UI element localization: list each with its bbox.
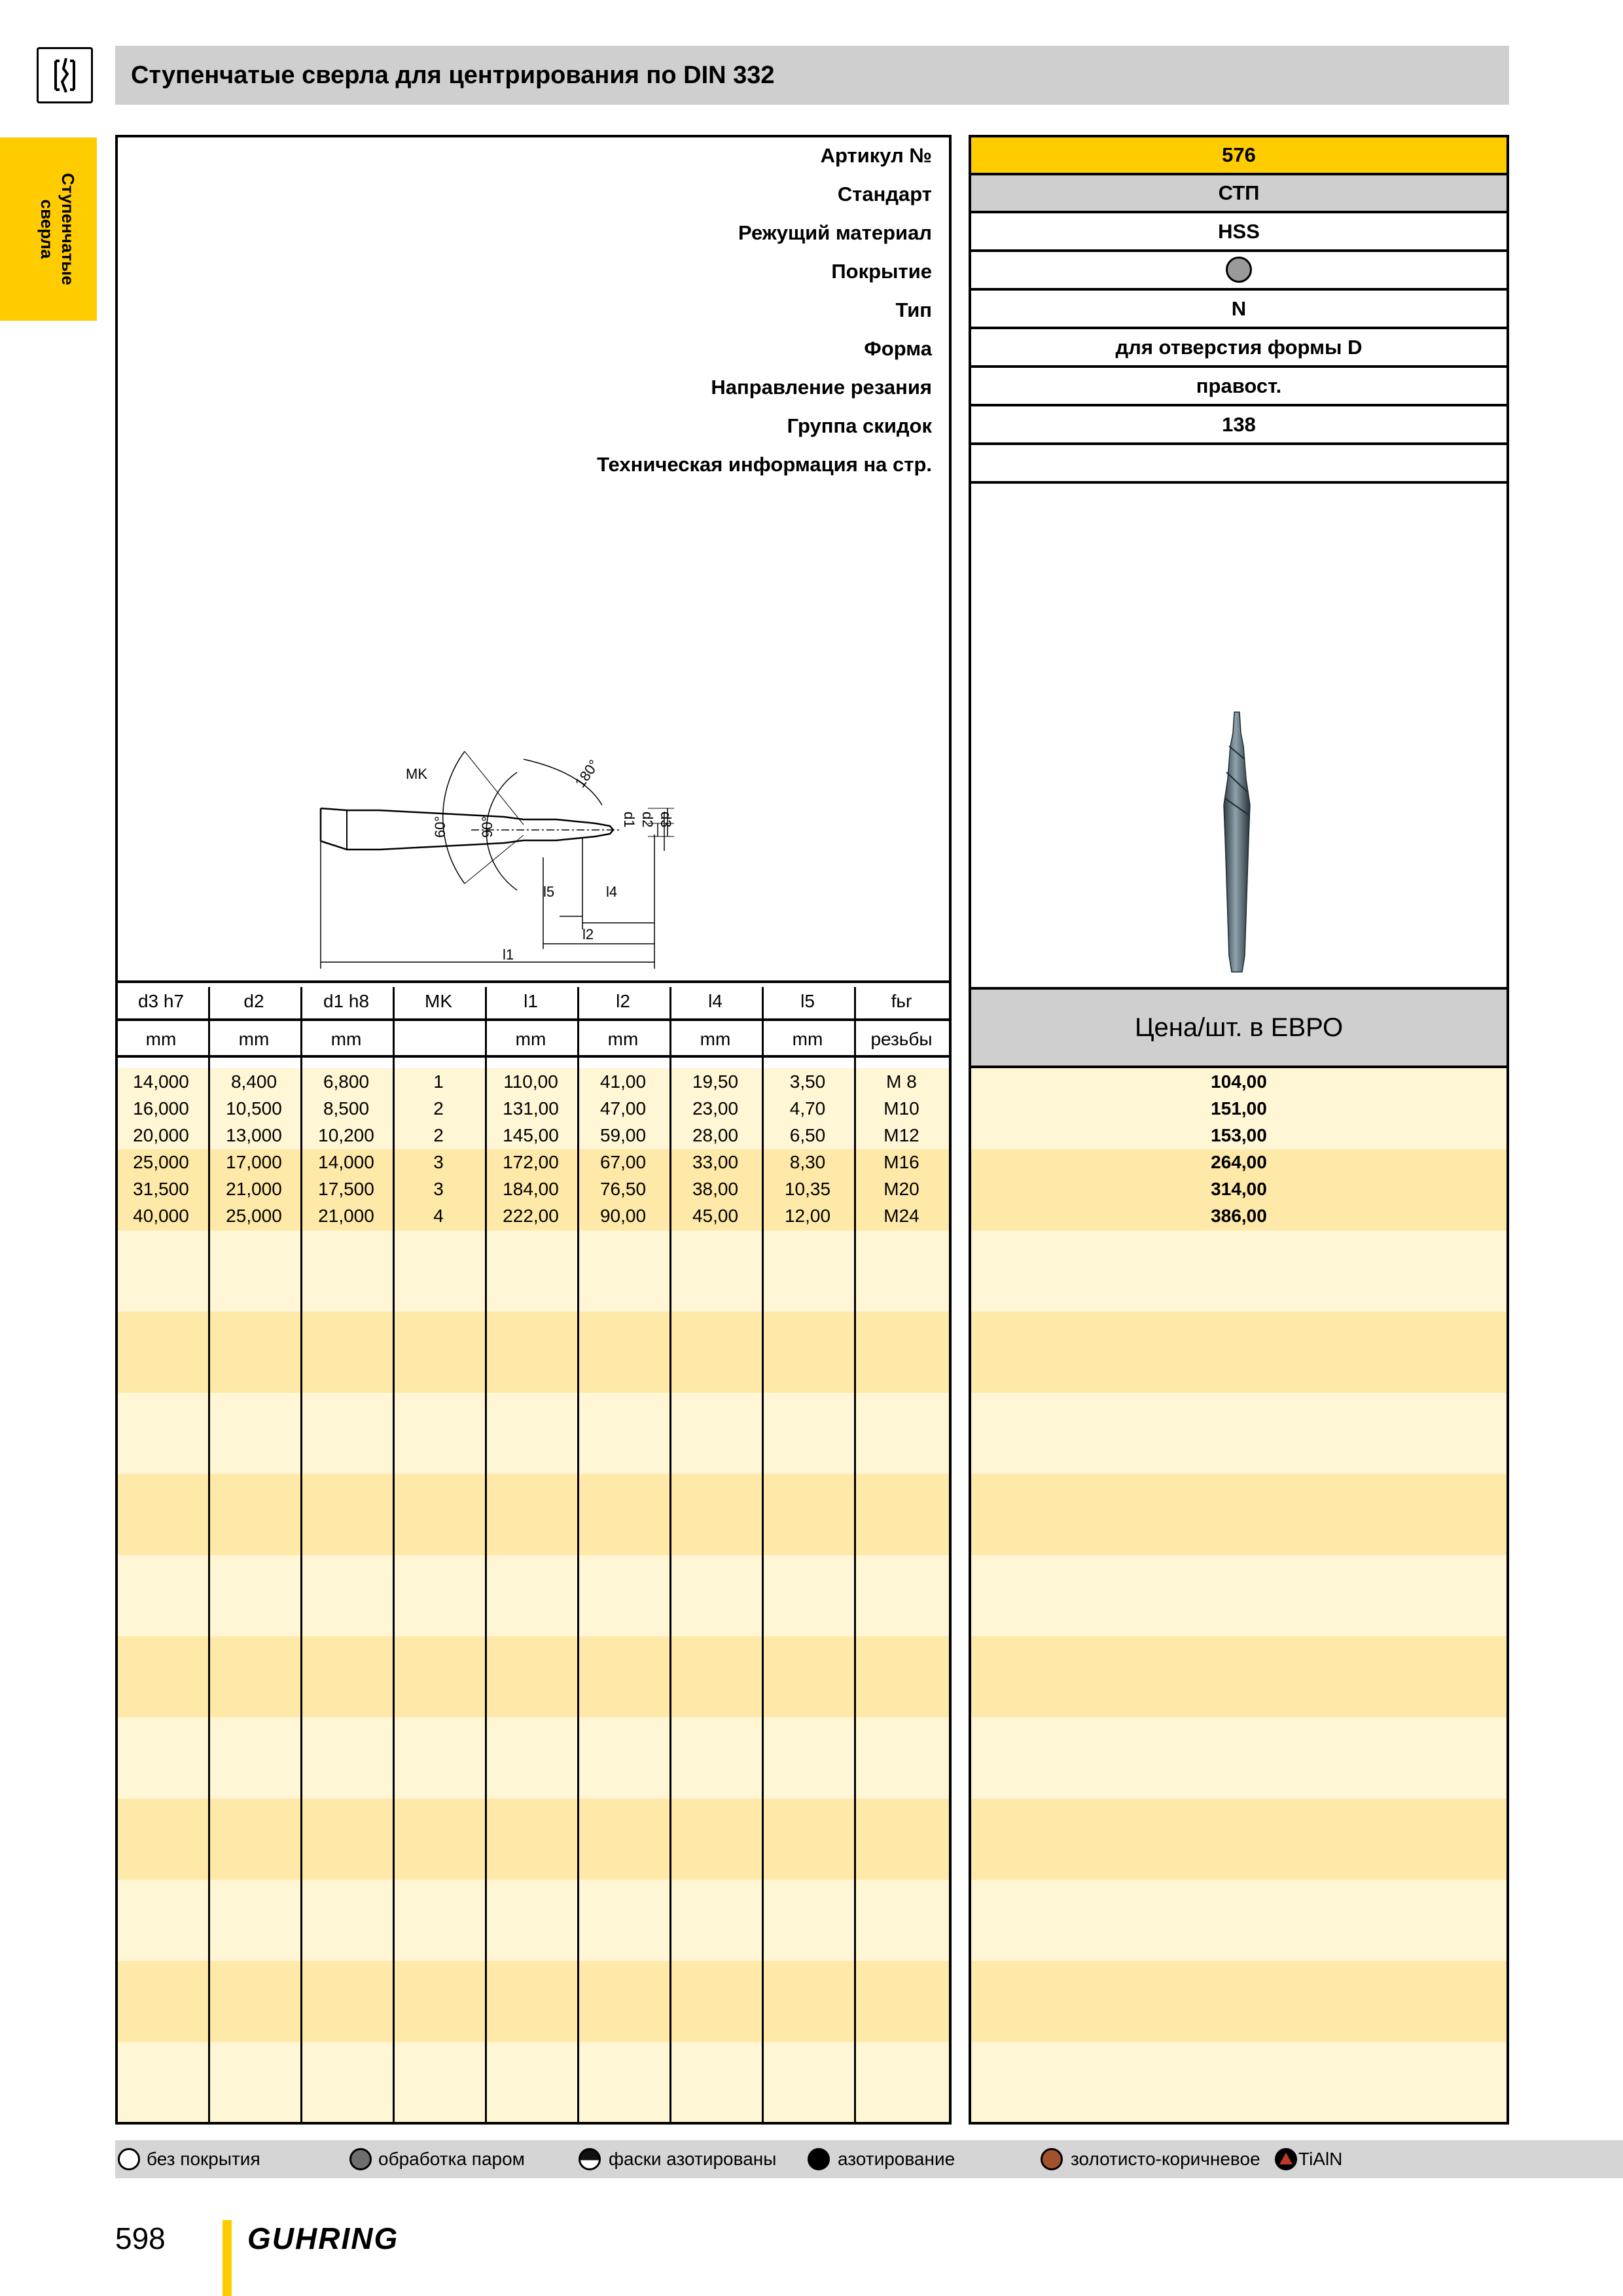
cell-d1: 8,500 — [323, 1098, 370, 1119]
section-tab-label: Ступенчатые сверла — [37, 173, 78, 285]
nitriding-icon — [808, 2148, 830, 2170]
attr-label-material: Режущий материал — [738, 221, 932, 244]
cell-mk: 4 — [433, 1206, 444, 1226]
cell-thread: M12 — [883, 1125, 919, 1145]
col-header: d1 h8 — [323, 991, 370, 1011]
price-cell[interactable]: 153,00 — [1211, 1125, 1267, 1145]
gold-brown-icon — [1041, 2148, 1063, 2170]
price-cell[interactable]: 314,00 — [1211, 1179, 1267, 1199]
col-header: MK — [425, 991, 452, 1011]
cell-mk: 2 — [433, 1125, 444, 1145]
direction-value: правост. — [969, 368, 1509, 406]
table-row[interactable] — [115, 1175, 952, 1202]
tialn-triangle-icon — [1277, 2150, 1295, 2168]
legend-label: обработка паром — [378, 2149, 525, 2169]
cell-l4: 45,00 — [692, 1206, 739, 1226]
attr-label-techinfo: Техническая информация на стр. — [597, 453, 932, 476]
header-divider — [115, 1055, 952, 1058]
drawing-label-l5: l5 — [543, 884, 555, 900]
cell-d3: 31,500 — [133, 1179, 189, 1199]
cell-l5: 4,70 — [789, 1098, 826, 1119]
drawing-label-180: 180° — [571, 757, 603, 791]
form-value: для отверстия формы D — [969, 329, 1509, 368]
cell-l4: 23,00 — [692, 1098, 739, 1119]
cell-l1: 145,00 — [503, 1125, 559, 1145]
cell-l2: 47,00 — [599, 1098, 647, 1119]
attr-label-standard: Стандарт — [837, 183, 932, 206]
legend-label: TiAlN — [1298, 2149, 1343, 2169]
table-header-row — [115, 980, 952, 1018]
cell-d3: 40,000 — [133, 1206, 189, 1226]
technical-drawing — [308, 726, 674, 975]
cell-mk: 1 — [433, 1071, 444, 1092]
article-number[interactable]: 576 — [969, 135, 1509, 175]
drawing-label-l4: l4 — [606, 884, 618, 900]
cell-d1: 10,200 — [318, 1125, 374, 1145]
cell-thread: M24 — [883, 1206, 919, 1226]
price-cell[interactable]: 104,00 — [1211, 1071, 1267, 1092]
col-header: fьr — [891, 991, 912, 1011]
cell-l2: 90,00 — [599, 1206, 647, 1226]
coating-value — [969, 252, 1509, 291]
cell-mk: 2 — [433, 1098, 444, 1119]
cell-l2: 67,00 — [599, 1152, 647, 1172]
cell-thread: M 8 — [886, 1071, 917, 1092]
cell-l4: 38,00 — [692, 1179, 739, 1199]
table-row[interactable] — [115, 1122, 952, 1149]
attr-label-article: Артикул № — [820, 144, 932, 167]
drawing-label-90: 90° — [479, 816, 495, 838]
unit-cell: mm — [700, 1029, 731, 1049]
unit-cell — [393, 1021, 484, 1056]
cell-l5: 12,00 — [784, 1206, 831, 1226]
cell-d2: 13,000 — [226, 1125, 282, 1145]
drawing-label-d3: d3 — [658, 812, 674, 828]
standard-value: СТП — [969, 175, 1509, 213]
cell-l2: 59,00 — [599, 1125, 647, 1145]
cell-thread: M20 — [883, 1179, 919, 1199]
cell-d3: 14,000 — [133, 1071, 189, 1092]
cell-thread: M16 — [883, 1152, 919, 1172]
drawing-label-l2: l2 — [582, 926, 594, 942]
cell-l1: 184,00 — [503, 1179, 559, 1199]
unit-cell: mm — [607, 1029, 639, 1049]
no-coating-icon — [118, 2148, 140, 2170]
legend-label: азотирование — [838, 2149, 955, 2169]
page-number: 598 — [115, 2221, 166, 2255]
tialn-icon — [1275, 2148, 1297, 2170]
cell-l1: 172,00 — [503, 1152, 559, 1172]
cell-l1: 131,00 — [503, 1098, 559, 1119]
cell-l4: 19,50 — [692, 1071, 739, 1092]
col-header: l2 — [616, 991, 630, 1011]
legend-label: фаски азотированы — [609, 2149, 777, 2169]
cell-d3: 25,000 — [133, 1152, 189, 1172]
unit-cell: mm — [515, 1029, 546, 1049]
drawing-label-mk: MK — [406, 766, 427, 782]
drawing-label-d1: d1 — [621, 812, 637, 828]
table-row[interactable] — [115, 1068, 952, 1095]
attr-label-type: Тип — [895, 298, 932, 321]
brand-logo: GUHRING — [247, 2221, 399, 2255]
price-cell[interactable]: 151,00 — [1211, 1098, 1267, 1119]
cell-l1: 110,00 — [503, 1071, 558, 1092]
attr-label-direction: Направление резания — [711, 376, 932, 399]
drawing-label-l1: l1 — [503, 946, 514, 963]
legend-label: золотисто-коричневое — [1071, 2149, 1260, 2169]
table-row[interactable] — [115, 1202, 952, 1229]
drawing-label-60: 60° — [432, 816, 448, 838]
cell-l4: 28,00 — [692, 1125, 739, 1145]
unit-cell: mm — [792, 1029, 823, 1049]
attribute-labels — [275, 136, 932, 490]
cell-d2: 21,000 — [226, 1179, 282, 1199]
price-header: Цена/шт. в ЕВРО — [969, 987, 1509, 1068]
col-header: l4 — [708, 991, 722, 1011]
material-value: HSS — [969, 213, 1509, 252]
cell-l2: 41,00 — [599, 1071, 647, 1092]
cell-d2: 25,000 — [226, 1206, 282, 1226]
col-header: l5 — [800, 991, 815, 1011]
cell-l2: 76,50 — [599, 1179, 647, 1199]
steam-treatment-icon — [349, 2148, 372, 2170]
cell-l5: 3,50 — [789, 1071, 826, 1092]
cell-l5: 8,30 — [789, 1152, 826, 1172]
cell-d3: 20,000 — [133, 1125, 189, 1145]
cell-l4: 33,00 — [692, 1152, 739, 1172]
table-row[interactable] — [115, 1149, 952, 1175]
attr-label-form: Форма — [864, 337, 932, 360]
nitrided-chamfers-icon — [579, 2148, 601, 2170]
cell-mk: 3 — [433, 1152, 444, 1172]
step-drill-icon — [39, 49, 91, 101]
cell-d1: 6,800 — [323, 1071, 370, 1092]
cell-l5: 10,35 — [784, 1179, 831, 1199]
type-value: N — [969, 291, 1509, 329]
legend-label: без покрытия — [147, 2149, 260, 2169]
col-header: d2 — [243, 991, 264, 1011]
unit-cell: mm — [238, 1029, 270, 1049]
cell-l1: 222,00 — [503, 1206, 559, 1226]
attr-label-discount: Группа скидок — [787, 414, 932, 437]
cell-d1: 17,500 — [318, 1179, 374, 1199]
unit-cell: mm — [145, 1029, 177, 1049]
unit-cell: mm — [330, 1029, 362, 1049]
cell-d3: 16,000 — [133, 1098, 189, 1119]
cell-mk: 3 — [433, 1179, 444, 1199]
cell-thread: M10 — [883, 1098, 919, 1119]
coating-steam-icon — [1226, 257, 1252, 283]
cell-d1: 21,000 — [318, 1206, 374, 1226]
col-header: l1 — [524, 991, 538, 1011]
cell-d2: 17,000 — [226, 1152, 282, 1172]
attr-label-coating: Покрытие — [831, 260, 932, 283]
category-logo-icon — [37, 47, 93, 103]
table-units-row — [115, 1018, 952, 1056]
techinfo-value[interactable] — [969, 445, 1509, 484]
col-header: d3 h7 — [137, 991, 185, 1011]
cell-d2: 8,400 — [230, 1071, 277, 1092]
cell-d1: 14,000 — [318, 1152, 374, 1172]
discount-value: 138 — [969, 406, 1509, 445]
page-title: Ступенчатые сверла для центрирования по DIN 332 — [131, 62, 775, 89]
price-cell[interactable]: 264,00 — [1211, 1152, 1267, 1172]
table-row[interactable] — [115, 1095, 952, 1122]
cell-l5: 6,50 — [789, 1125, 826, 1145]
price-cell[interactable]: 386,00 — [1211, 1206, 1267, 1226]
unit-cell: резьбы — [870, 1029, 933, 1049]
drawing-label-d2: d2 — [639, 812, 656, 828]
tool-image — [1198, 707, 1276, 982]
footer-accent-bar — [223, 2220, 232, 2296]
cell-d2: 10,500 — [226, 1098, 282, 1119]
